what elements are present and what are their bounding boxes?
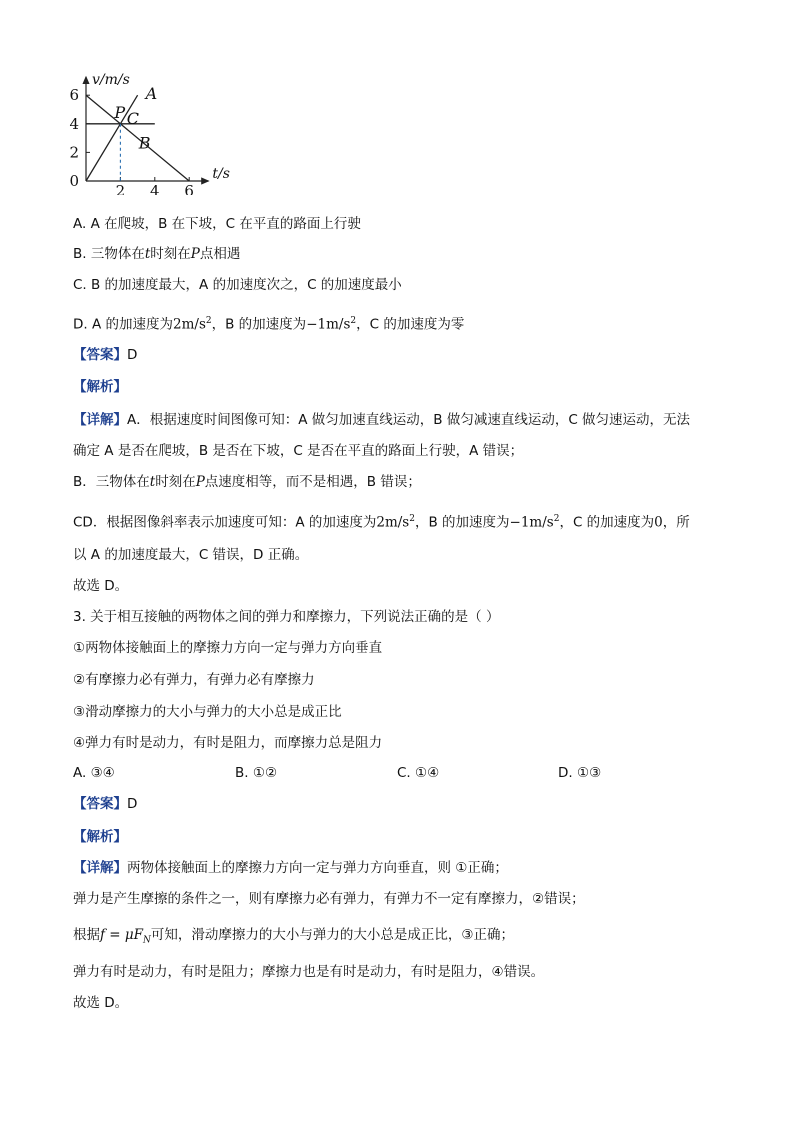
- p-point-label: P: [114, 102, 126, 122]
- q2-detail-line-4: [73, 509, 690, 533]
- series-label-c: C: [126, 108, 140, 128]
- q2-detail-line-3: [73, 472, 421, 492]
- text: 点相遇: [199, 246, 241, 262]
- q3-conclusion: 故选 D。: [73, 995, 129, 1011]
- answer-tag: 【答案】: [73, 796, 127, 812]
- x-tick-label: 2: [115, 182, 126, 195]
- q3-analysis: [73, 827, 127, 847]
- var-p: P: [195, 474, 205, 490]
- sup: 2: [409, 514, 415, 524]
- q3-stem: 3. 关于相互接触的两物体之间的弹力和摩擦力，下列说法正确的是（ ）: [73, 609, 500, 625]
- y-axis-label: v/m/s: [92, 71, 130, 88]
- text: 时刻在: [150, 246, 191, 262]
- q3-detail-line-1: [73, 858, 508, 878]
- var-t: t: [149, 474, 156, 490]
- text: D. A 的加速度为: [73, 316, 174, 333]
- q3-option-c: C. ①④: [397, 765, 440, 781]
- answer-value: D: [127, 347, 138, 363]
- q2-option-d: [73, 311, 464, 335]
- sup: 2: [350, 316, 357, 326]
- sup: 2: [205, 316, 212, 326]
- origin-label: 0: [69, 172, 79, 190]
- q3-statement-3: ③滑动摩擦力的大小与弹力的大小总是成正比: [73, 704, 342, 720]
- text: 可知，滑动摩擦力的大小与弹力的大小总是成正比，③正确；: [150, 927, 515, 943]
- answer-value: D: [127, 796, 138, 812]
- var-p: P: [190, 246, 200, 262]
- y-tick-label: 2: [69, 143, 79, 162]
- text: CD．根据图像斜率表示加速度可知：A 的加速度为: [73, 514, 377, 531]
- q2-detail-line-5: 以 A 的加速度最大，C 错误，D 正确。: [73, 547, 309, 563]
- q3-detail-line-2: 弹力是产生摩擦的条件之一，则有摩擦力必有弹力，有弹力不一定有摩擦力，②错误；: [73, 891, 585, 907]
- answer-tag: 【答案】: [73, 347, 127, 363]
- value: 0: [654, 514, 663, 531]
- x-axis-label: t/s: [212, 166, 230, 182]
- q3-detail-line-4: 弹力有时是动力，有时是阻力；摩擦力也是有时是动力，有时是阻力，④错误。: [73, 964, 545, 980]
- q3-detail-line-3: [73, 925, 514, 951]
- q3-answer: [73, 794, 137, 814]
- sup: 2: [553, 514, 560, 524]
- q2-option-c: C. B 的加速度最大，A 的加速度次之，C 的加速度最小: [73, 277, 402, 293]
- analysis-tag: 【解析】: [73, 829, 127, 845]
- q2-detail-line-2: 确定 A 是否在爬坡，B 是否在下坡，C 是否在平直的路面上行驶，A 错误；: [73, 443, 524, 459]
- q3-statement-2: ②有摩擦力必有弹力，有弹力必有摩擦力: [73, 672, 315, 688]
- q3-statement-1: ①两物体接触面上的摩擦力方向一定与弹力方向垂直: [73, 640, 383, 656]
- var-t: t: [144, 246, 151, 262]
- q2-answer: [73, 345, 137, 365]
- text: ，所: [662, 514, 690, 531]
- formula-sub-n: N: [143, 935, 151, 946]
- text: A．根据速度时间图像可知：A 做匀加速直线运动，B 做匀减速直线运动，C 做匀速运动，无法: [127, 412, 691, 428]
- formula-f: f: [100, 927, 105, 943]
- q2-option-a: A. A 在爬坡，B 在下坡，C 在平直的路面上行驶: [73, 216, 361, 232]
- q2-detail-line-1: [73, 410, 690, 430]
- y-tick-label: 6: [69, 86, 79, 105]
- text: ，C 的加速度为: [559, 514, 655, 531]
- text: 根据: [73, 927, 100, 943]
- value: −1m/s: [509, 514, 554, 531]
- text: 两物体接触面上的摩擦力方向一定与弹力方向垂直，则 ①正确；: [127, 860, 508, 876]
- y-tick-label: 4: [69, 114, 79, 133]
- q3-option-a: A. ③④: [73, 765, 115, 781]
- formula-mu-f: μF: [124, 927, 144, 943]
- text: B．三物体在: [73, 474, 150, 490]
- q3-option-d: D. ①③: [558, 765, 602, 781]
- value: 2m/s: [173, 316, 206, 333]
- series-label-a: A: [145, 84, 158, 104]
- q2-analysis: [73, 377, 127, 397]
- x-tick-label: 4: [150, 182, 160, 195]
- text: ，B 的加速度为: [414, 514, 510, 531]
- text: 时刻在: [155, 474, 196, 490]
- analysis-tag: 【解析】: [73, 379, 127, 395]
- q3-option-b: B. ①②: [235, 765, 278, 781]
- q3-statement-4: ④弹力有时是动力，有时是阻力，而摩擦力总是阻力: [73, 735, 383, 751]
- x-tick-label: 6: [184, 182, 194, 195]
- value: 2m/s: [376, 514, 410, 531]
- detail-tag: 【详解】: [73, 412, 127, 428]
- formula-eq: =: [105, 927, 125, 943]
- q2-conclusion: 故选 D。: [73, 578, 129, 594]
- series-label-b: B: [138, 133, 151, 153]
- text: ，C 的加速度为零: [356, 316, 465, 333]
- vt-graph: [60, 60, 260, 195]
- value: −1m/s: [306, 316, 351, 333]
- detail-tag: 【详解】: [73, 860, 127, 876]
- q2-option-b: [73, 244, 240, 264]
- text: ，B 的加速度为: [211, 316, 307, 333]
- text: 点速度相等，而不是相遇，B 错误；: [204, 474, 421, 490]
- text: B. 三物体在: [73, 246, 145, 262]
- graph-labels: [69, 72, 229, 195]
